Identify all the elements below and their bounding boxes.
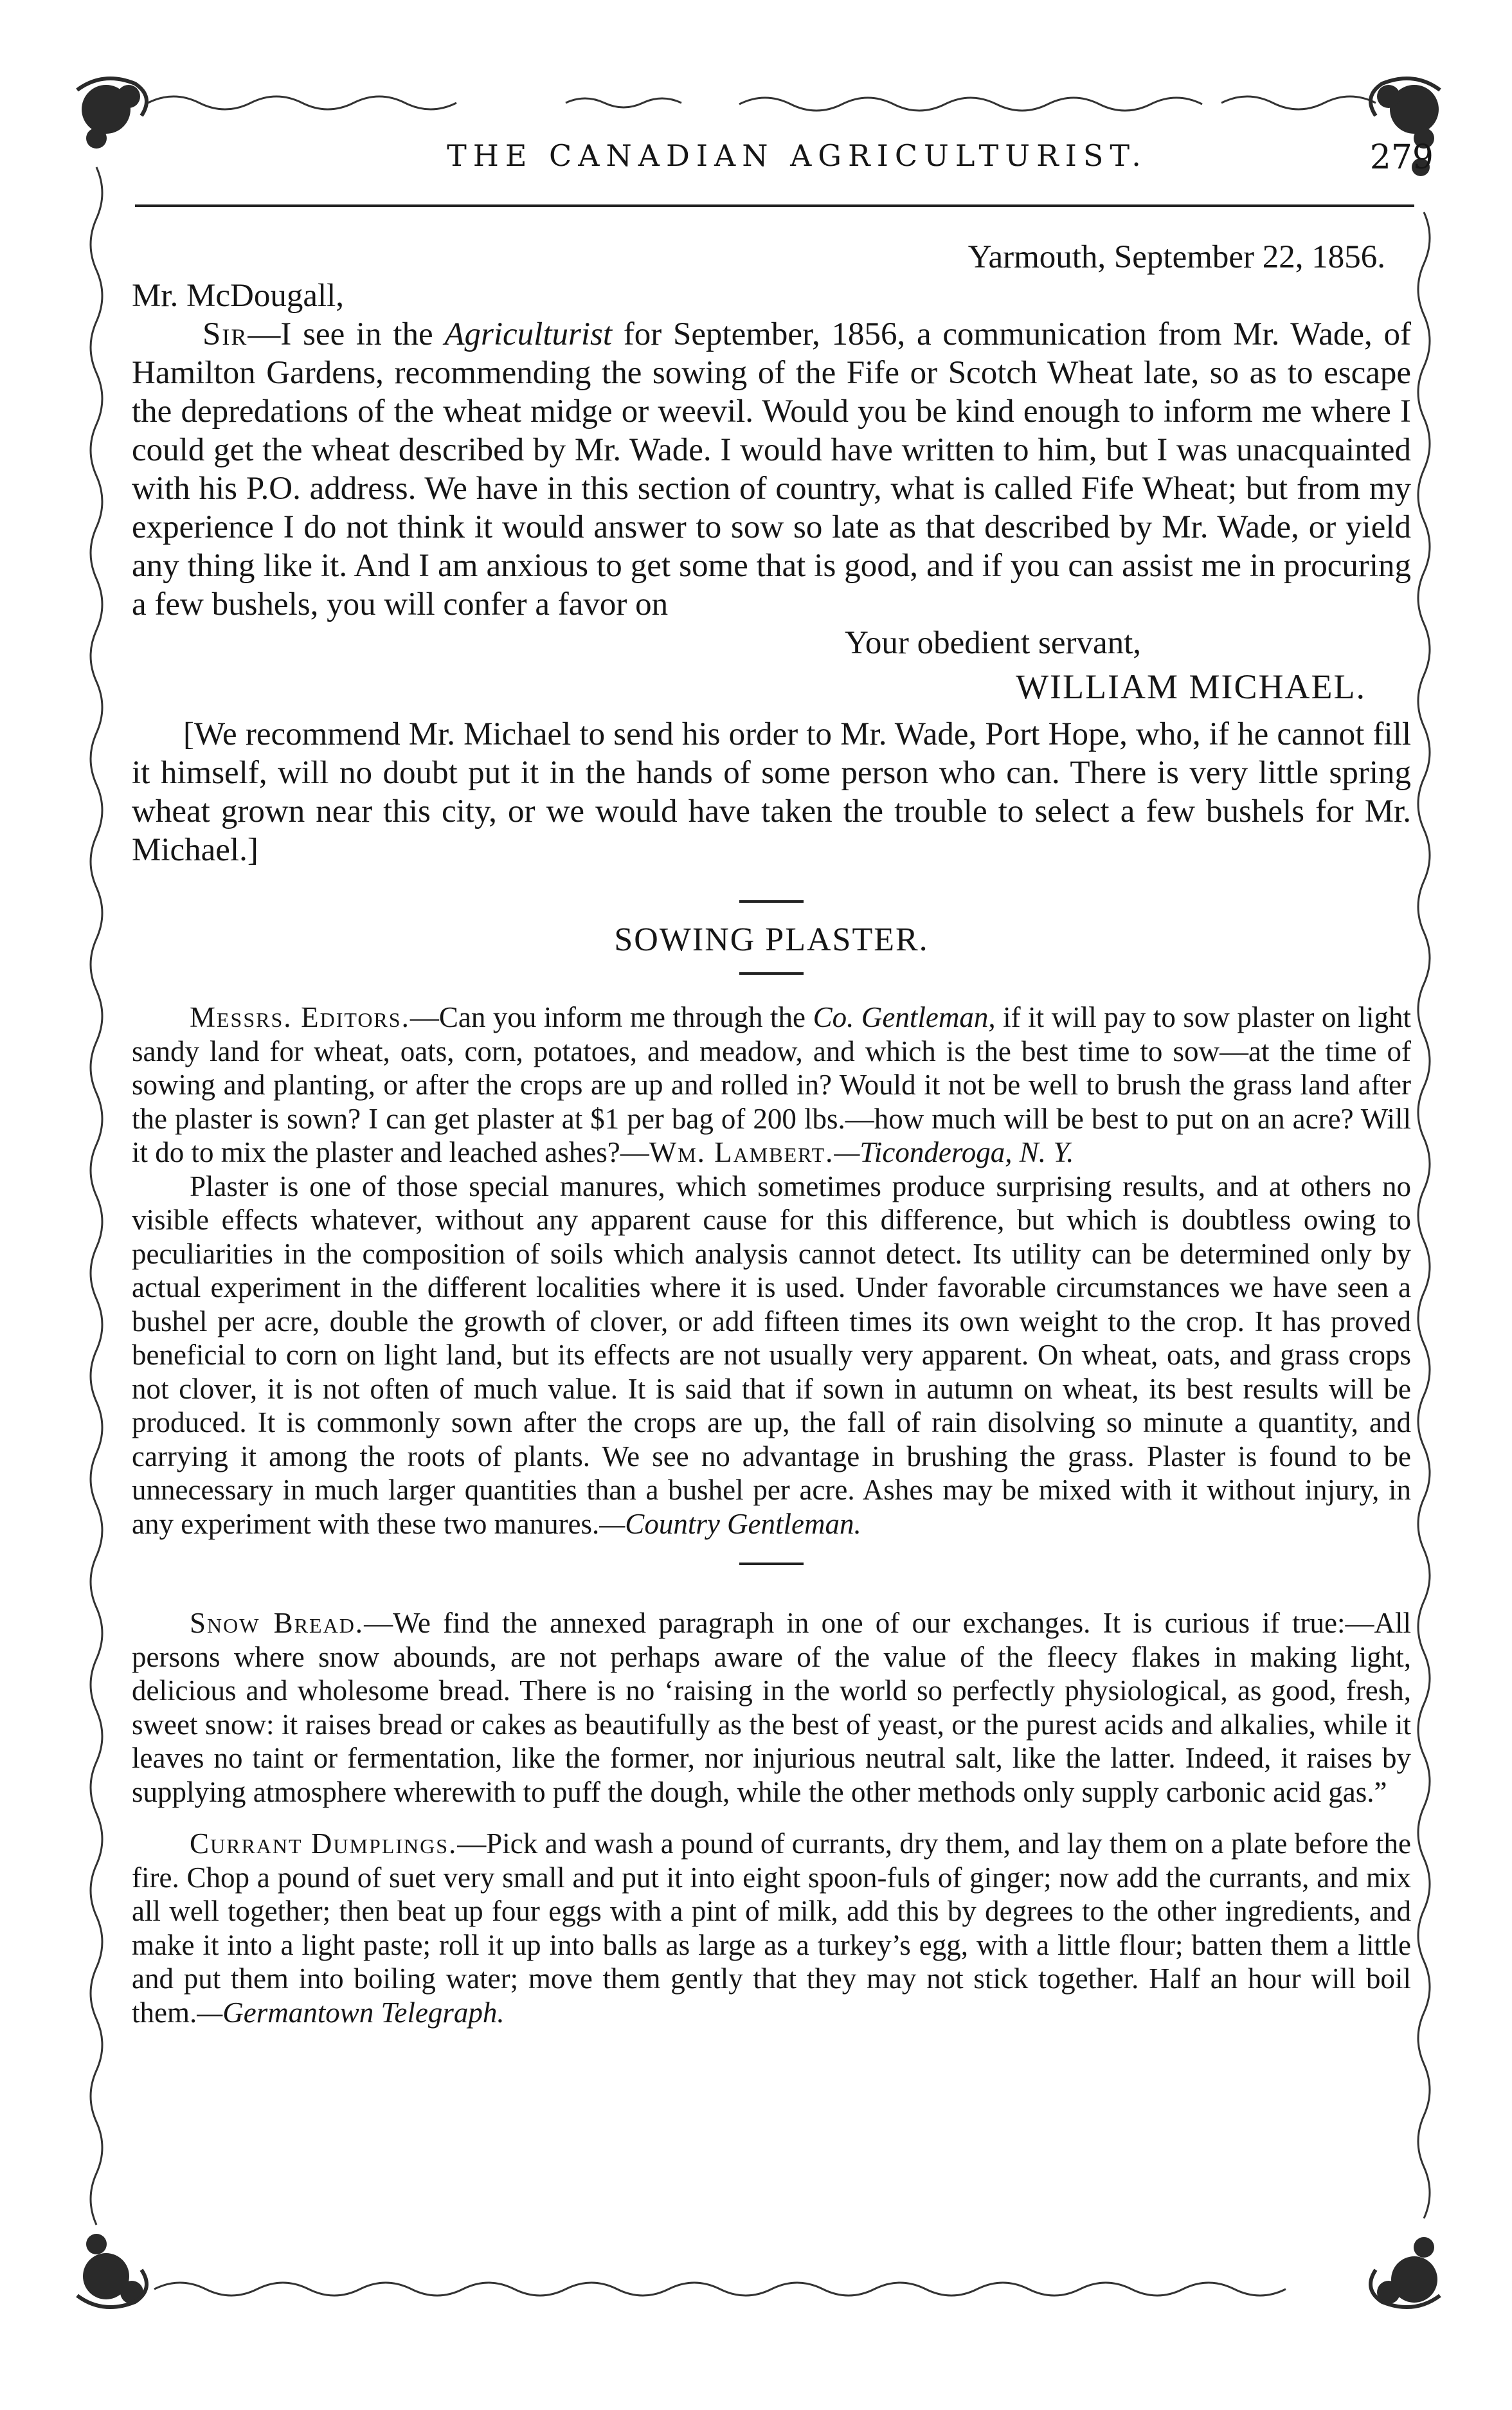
letter-body — [132, 315, 1411, 624]
answer-source: —Country Gentleman. — [599, 1507, 861, 1540]
letter-signature: WILLIAM MICHAEL. — [1016, 667, 1366, 706]
letter — [132, 238, 1411, 706]
section-title: SOWING PLASTER. — [614, 921, 929, 958]
running-title: THE CANADIAN AGRICULTURIST. — [447, 138, 1148, 173]
currant-dumplings-lead: Currant Dumplings. — [190, 1827, 458, 1860]
currant-dumplings-article — [132, 1827, 1411, 2029]
snow-bread-article — [132, 1606, 1411, 1809]
sowing-plaster-article — [132, 1001, 1411, 2029]
question-author: Wm. Lambert. — [649, 1136, 834, 1168]
letter-greeting: Sir — [203, 316, 248, 352]
paper-name: Co. Gentleman, — [813, 1001, 996, 1033]
letter-closing: Your obedient servant, — [845, 625, 1141, 661]
currant-dumplings-source: —Germantown Telegraph. — [197, 1996, 505, 2029]
plaster-question — [132, 1001, 1411, 1170]
currant-dumplings-text: —Pick and wash a pound of currants, dry them, and lay them on a plate before the fire. Chop a pound of suet very small and put it into eight spoon-fuls of ginger; now add the currants, and mix all well together; then beat up four eggs with a pint of milk, add this by degrees to the other ingredients, and make it into a light paste; roll it up into balls as large as a turkey’s egg, with a little flour; batten them a little and put them into boiling water; move them gently that they may not stick together. Half an hour will boil them. — [132, 1827, 1411, 2029]
header-rule — [135, 204, 1414, 207]
page-content — [132, 238, 1411, 2029]
question-lead: Messrs. Editors. — [190, 1001, 410, 1033]
page-number: 279 — [1369, 138, 1434, 177]
paragraph-gap — [132, 1809, 1411, 1827]
snow-bread-text: —We find the annexed paragraph in one of our exchanges. It is curious if true:—All persons where snow abounds, are not perhaps aware of the value of the fleecy flakes in making light, delicious and wholesome bread. There is no ‘raising in the world so perfectly physiological, as good, fresh, sweet snow: it raises bread or cakes as beautifully as the best of yeast, or the purest acids and alkalies, while it leaves no taint or fermentation, like the former, nor injurious neutral salt, like the latter. Indeed, it raises by supplying atmosphere wherewith to puff the dough, while the other methods only supply carbonic acid gas.” — [132, 1607, 1411, 1808]
letter-body-part1: —I see in the — [248, 316, 445, 352]
question-text-2: if it will pay to sow plaster on light sandy land for wheat, oats, corn, potatoes, and meadow, and which is the best time to sow—at the time of sowing and planting, or after the crops are up and rolled in? Would it not be well to brush the grass land after the plaster is sown? I can get plaster at $1 per bag of 200 lbs.—how much will be best to put on an acre? Will it do to mix the plaster and leached ashes?— — [132, 1001, 1411, 1168]
question-text-1: —Can you inform me through the — [410, 1001, 813, 1033]
page-header — [161, 138, 1434, 190]
letter-body-part2: for September, 1856, a communication from Mr. Wade, of Hamilton Gardens, recommending the sowing of the Fife or Scotch Wheat late, so as to escape the depredations of the wheat midge or weevil. Would you be kind enough to inform me where I could get the wheat described by Mr. Wade. I would have written to him, but I was unacquainted with his P.O. address. We have in this section of country, what is called Fife Wheat; but from my experience I do not think it would answer to sow so late as that described by Mr. Wade, or yield any thing like it. And I am anxious to get some that is good, and if you can assist me in procuring a few bushels, you will confer a favor on — [132, 316, 1412, 622]
letter-salutation: Mr. McDougall, — [132, 278, 345, 314]
title-divider — [739, 972, 804, 975]
letter-dateline: Yarmouth, September 22, 1856. — [968, 239, 1385, 275]
section-divider — [739, 900, 804, 903]
journal-name: Agriculturist — [444, 316, 613, 352]
plaster-answer — [132, 1170, 1411, 1541]
snow-bread-lead: Snow Bread. — [190, 1607, 364, 1639]
question-place: —Ticonderoga, N. Y. — [834, 1136, 1074, 1168]
answer-text: Plaster is one of those special manures, which sometimes produce surprising results, and at others no visible effects whatever, without any apparent cause for this difference, but which is doubtless owing to peculiarities in the composition of soils which analysis cannot detect. Its utility can be determined only by actual experiment in the different localities where it is used. Under favorable circumstances we have seen a bushel per acre, double the growth of clover, or add fifteen times its own weight to the crop. It has proved beneficial to corn on light land, but its effects are not usually very apparent. On wheat, oats, and grass crops not clover, it is not often of much value. It is said that if sown in autumn on wheat, its best results will be produced. It is commonly sown after the crops are up, the fall of rain disolving so minute a quantity, and carrying it among the roots of plants. We see no advantage in brushing the grass. Plaster is found to be unnecessary in much larger quantities than a bushel per acre. Ashes may be mixed with it without injury, in any experiment with these two manures. — [132, 1170, 1411, 1540]
editor-note: [We recommend Mr. Michael to send his order to Mr. Wade, Port Hope, who, if he cannot fill it himself, will no doubt put it in the hands of some person who can. There is very little spring wheat grown near this city, or we would have taken the trouble to select a few bushels for Mr. Michael.] — [132, 716, 1411, 868]
article-divider — [739, 1563, 804, 1565]
